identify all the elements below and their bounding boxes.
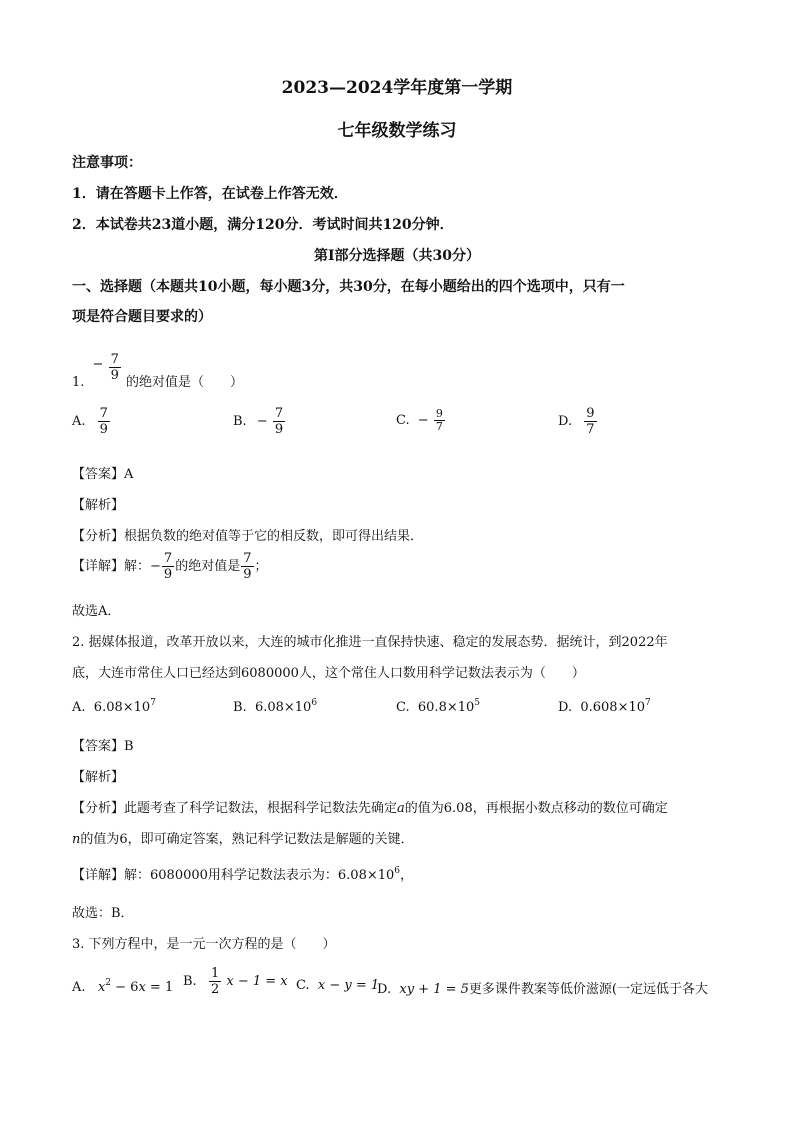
fraction-sign: − — [256, 414, 268, 429]
denominator: 2 — [210, 982, 220, 997]
question-2-conclusion: 故选：B． — [72, 906, 134, 921]
variable-x: x — [97, 980, 106, 995]
option-label: A. — [72, 414, 86, 429]
promo-text: 更多课件教案等低价滋源(一定远低于各大 — [468, 982, 708, 997]
option-base: 6.08×10 — [254, 700, 312, 715]
detail-end: ； — [254, 559, 268, 574]
section1-line2: 项是符合题目要求的） — [72, 309, 212, 325]
option-label: C. — [396, 413, 410, 428]
fraction — [209, 966, 221, 997]
option-label: B. — [233, 414, 247, 429]
question-1-fenxi: 【分析】根据负数的绝对值等于它的相反数，即可得出结果． — [72, 529, 424, 544]
expression: x − 1 = x — [226, 974, 288, 989]
fraction — [241, 551, 253, 582]
exponent: 2 — [105, 978, 112, 988]
option-label: B. — [183, 974, 197, 989]
fenxi-text: 【分析】此题考查了科学记数法，根据科学记数法先确定 — [72, 801, 398, 816]
exam-subtitle: 七年级数学练习 — [337, 121, 457, 141]
option-exponent: 7 — [150, 698, 156, 708]
denominator: 9 — [110, 368, 119, 383]
question-1-option-a — [72, 406, 111, 437]
question-2-stem-line2: 底，大连市常住人口已经达到6080000人，这个常住人口数用科学记数法表示为（ ） — [72, 666, 585, 681]
detail-prefix: 【详解】解： — [72, 559, 151, 574]
option-base: 6.08×10 — [93, 700, 151, 715]
question-3-option-b — [183, 966, 288, 997]
denominator: 9 — [99, 422, 108, 437]
notes-item-1: 1．请在答题卡上作答，在试卷上作答无效． — [72, 186, 348, 202]
option-label: A. — [72, 700, 86, 715]
question-1-detail — [72, 551, 268, 582]
question-1-conclusion: 故选A． — [72, 604, 121, 619]
variable-n: n — [72, 832, 81, 847]
numerator: 7 — [99, 406, 108, 421]
question-3-option-a — [72, 978, 173, 995]
question-2-option-b — [233, 698, 317, 715]
expression: x − y = 1 — [317, 978, 380, 993]
question-1-analysis-label: 【解析】 — [72, 498, 125, 513]
notes-heading: 注意事项： — [72, 155, 142, 171]
fraction-sign: − — [92, 357, 104, 372]
question-1-option-b — [233, 406, 286, 437]
fraction — [434, 408, 445, 433]
question-3-stem: 3. 下列方程中，是一元一次方程的是（ ） — [72, 937, 336, 952]
variable-a: a — [397, 801, 405, 816]
question-text: 的绝对值是（ ） — [126, 375, 244, 390]
option-label: D. — [377, 982, 392, 997]
fraction-sign: − — [417, 413, 429, 428]
numerator: 7 — [163, 551, 173, 566]
fenxi-text: 的值为6，即可确定答案，熟记科学记数法是解题的关键． — [80, 832, 414, 847]
numerator: 9 — [435, 407, 443, 420]
question-2-detail — [72, 864, 413, 883]
denominator: 7 — [586, 422, 595, 437]
fraction — [109, 352, 121, 383]
detail-text: 的绝对值是 — [175, 559, 241, 574]
denominator: 7 — [435, 420, 443, 433]
option-label: C. — [296, 978, 310, 993]
denominator: 9 — [243, 567, 252, 582]
exam-title: 2023—2024学年度第一学期 — [281, 78, 513, 98]
question-1-answer: 【答案】A — [72, 467, 134, 482]
denominator: 9 — [274, 422, 284, 437]
numerator: 1 — [210, 966, 220, 981]
expression-part: = 1 — [145, 980, 174, 995]
detail-exponent: 6 — [394, 866, 401, 876]
detail-end: ， — [400, 868, 414, 883]
numerator: 7 — [243, 551, 252, 566]
question-3-option-d — [377, 978, 708, 997]
fraction — [584, 406, 596, 437]
question-2-answer: 【答案】B — [72, 739, 134, 754]
fraction — [273, 406, 285, 437]
section1-line1: 一、选择题（本题共10小题，每小题3分，共30分，在每小题给出的四个选项中，只有一 — [72, 279, 625, 295]
expression: xy + 1 = 5 — [399, 982, 469, 997]
option-exponent: 5 — [474, 698, 481, 708]
option-base: 60.8×10 — [417, 700, 475, 715]
question-2-option-a — [72, 698, 156, 715]
option-exponent: 6 — [311, 698, 318, 708]
option-label: D. — [558, 700, 573, 715]
variable-x: x — [138, 980, 146, 995]
detail-text: 【详解】解：6080000用科学记数法表示为：6.08×10 — [72, 868, 395, 883]
question-2-analysis-label: 【解析】 — [72, 770, 125, 785]
question-3-option-c — [296, 978, 379, 993]
fraction-sign: − — [150, 559, 161, 574]
expression-part: − 6 — [111, 980, 139, 995]
question-number: 1. — [72, 375, 85, 390]
option-label: B. — [233, 700, 247, 715]
option-label: A. — [72, 980, 86, 995]
question-1-option-d — [558, 406, 598, 437]
fenxi-text: 的值为6.08，再根据小数点移动的数位可确定 — [404, 801, 668, 816]
denominator: 9 — [163, 567, 173, 582]
numerator: 9 — [586, 406, 595, 421]
question-2-option-d — [558, 698, 651, 715]
option-base: 0.608×10 — [580, 700, 646, 715]
question-2-fenxi-line2 — [72, 828, 414, 847]
fraction — [98, 406, 110, 437]
part1-heading: 第I部分选择题（共30分） — [313, 248, 481, 264]
question-1-stem — [72, 343, 244, 390]
question-2-option-c — [396, 698, 480, 715]
fraction — [162, 551, 174, 582]
question-2-fenxi-line1 — [72, 797, 668, 816]
option-exponent: 7 — [645, 698, 651, 708]
notes-item-2: 2．本试卷共23道小题，满分120分．考试时间共120分钟． — [72, 217, 454, 233]
option-label: C. — [396, 700, 410, 715]
option-label: D. — [558, 414, 573, 429]
question-2-stem-line1: 2. 据媒体报道，改革开放以来，大连的城市化推进一直保持快速、稳定的发展态势．据统计，到2022年 — [72, 635, 668, 650]
question-1-option-c — [396, 408, 446, 433]
numerator: 7 — [110, 352, 119, 367]
numerator: 7 — [274, 406, 284, 421]
